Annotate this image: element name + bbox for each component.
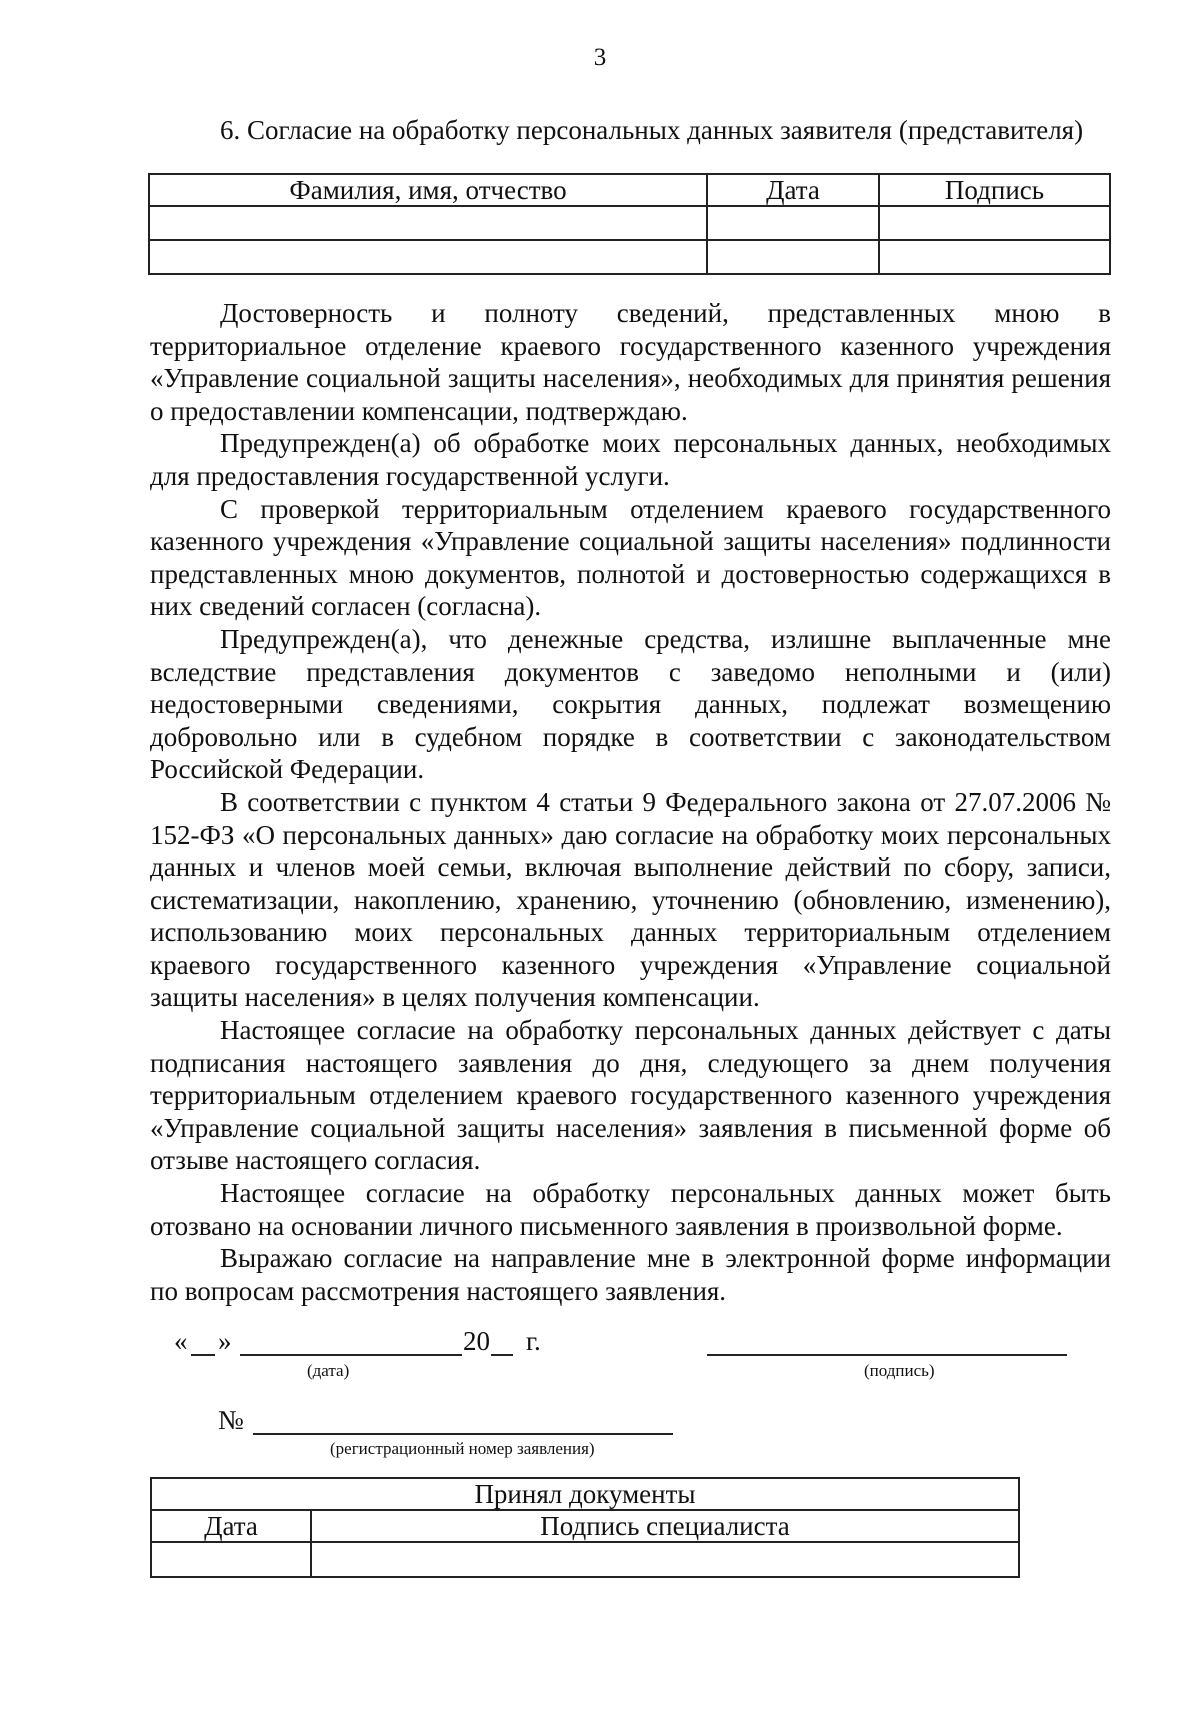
consent-table-header-row [149, 174, 1110, 206]
header-specialist-signature: Подпись специалиста [311, 1510, 1019, 1542]
year-suffix: г. [526, 1326, 541, 1356]
cell-specialist-signature[interactable] [311, 1542, 1019, 1577]
paragraph-warned-processing: Предупрежден(а) об обработке моих персональных данных, необходимых для предоставления государственной услуги. [150, 428, 1111, 491]
paragraph-overpayment: Предупрежден(а), что денежные средства, излишне выплаченные мне вследствие представления документов с заведомо неполными и (или) недостоверными сведениями, сокрытия данных, подлежат возмещению добровольно или в судебном порядке в соответствии с законодательством Российской Федерации. [150, 623, 1111, 785]
accepted-documents-table [150, 1477, 1020, 1578]
accepted-table-header-row [151, 1510, 1019, 1542]
reg-number-line[interactable] [253, 1433, 673, 1435]
accepted-table-title-row [151, 1478, 1019, 1510]
cell-date[interactable] [151, 1542, 311, 1577]
table-row [151, 1542, 1019, 1577]
paragraph-electronic-consent: Выражаю согласие на направление мне в электронной форме информации по вопросам рассмотрения настоящего заявления. [150, 1243, 1111, 1306]
section-title: 6. Согласие на обработку персональных данных заявителя (представителя) [220, 115, 1084, 145]
month-blank-line[interactable] [240, 1354, 462, 1356]
cell-signature[interactable] [879, 240, 1110, 274]
cell-full-name[interactable] [149, 206, 707, 240]
date-open-quote: « [174, 1326, 188, 1356]
day-blank-line[interactable] [191, 1354, 215, 1356]
header-signature: Подпись [879, 174, 1110, 206]
page-number: 3 [593, 44, 607, 71]
header-date: Дата [151, 1510, 311, 1542]
number-sign: № [218, 1405, 244, 1435]
cell-date[interactable] [707, 206, 879, 240]
accepted-table-title: Принял документы [151, 1478, 1019, 1510]
cell-date[interactable] [707, 240, 879, 274]
signature-caption: (подпись) [864, 1361, 935, 1380]
signature-line[interactable] [707, 1354, 1067, 1356]
table-row [149, 206, 1110, 240]
paragraph-validity: Настоящее согласие на обработку персональных данных действует с даты подписания настоящего заявления до дня, следующего за днем получения территориальным отделением краевого государственного казенного учреждения «Управление социальной защиты населения» заявления в письменной форме об отзыве настоящего согласия. [150, 1015, 1111, 1176]
header-date: Дата [707, 174, 879, 206]
paragraph-revocation: Настоящее согласие на обработку персональных данных может быть отозвано на основании личного письменного заявления в произвольной форме. [150, 1178, 1111, 1241]
year-blank-line[interactable] [491, 1354, 513, 1356]
cell-signature[interactable] [879, 206, 1110, 240]
paragraph-reliability: Достоверность и полноту сведений, представленных мною в территориальное отделение краевого государственного казенного учреждения «Управление социальной защиты населения», необходимых для принятия решения о предоставлении компенсации, подтверждаю. [150, 298, 1111, 426]
date-caption: (дата) [307, 1361, 350, 1380]
table-row [149, 240, 1110, 274]
paragraph-verification: С проверкой территориальным отделением краевого государственного казенного учреждения «Управление социальной защиты населения» подлинности представленных мною документов, полнотой и достоверностью содержащихся в них сведений согласен (согласна). [150, 493, 1111, 622]
cell-full-name[interactable] [149, 240, 707, 274]
consent-body [150, 297, 1111, 1307]
paragraph-federal-law: В соответствии с пунктом 4 статьи 9 Федерального закона от 27.07.2006 № 152-ФЗ «О персональных данных» даю согласие на обработку моих персональных данных и членов моей семьи, включая выполнение действий по сбору, записи, систематизации, накоплению, хранению, уточнению (обновлению, изменению), использованию моих персональных данных территориальным отделением краевого государственного казенного учреждения «Управление социальной защиты населения» в целях получения компенсации. [150, 786, 1111, 1013]
date-close-quote: » [218, 1326, 232, 1356]
header-full-name: Фамилия, имя, отчество [149, 174, 707, 206]
consent-table [148, 173, 1111, 275]
year-prefix: 20 [463, 1326, 490, 1356]
reg-number-caption: (регистрационный номер заявления) [330, 1439, 595, 1458]
